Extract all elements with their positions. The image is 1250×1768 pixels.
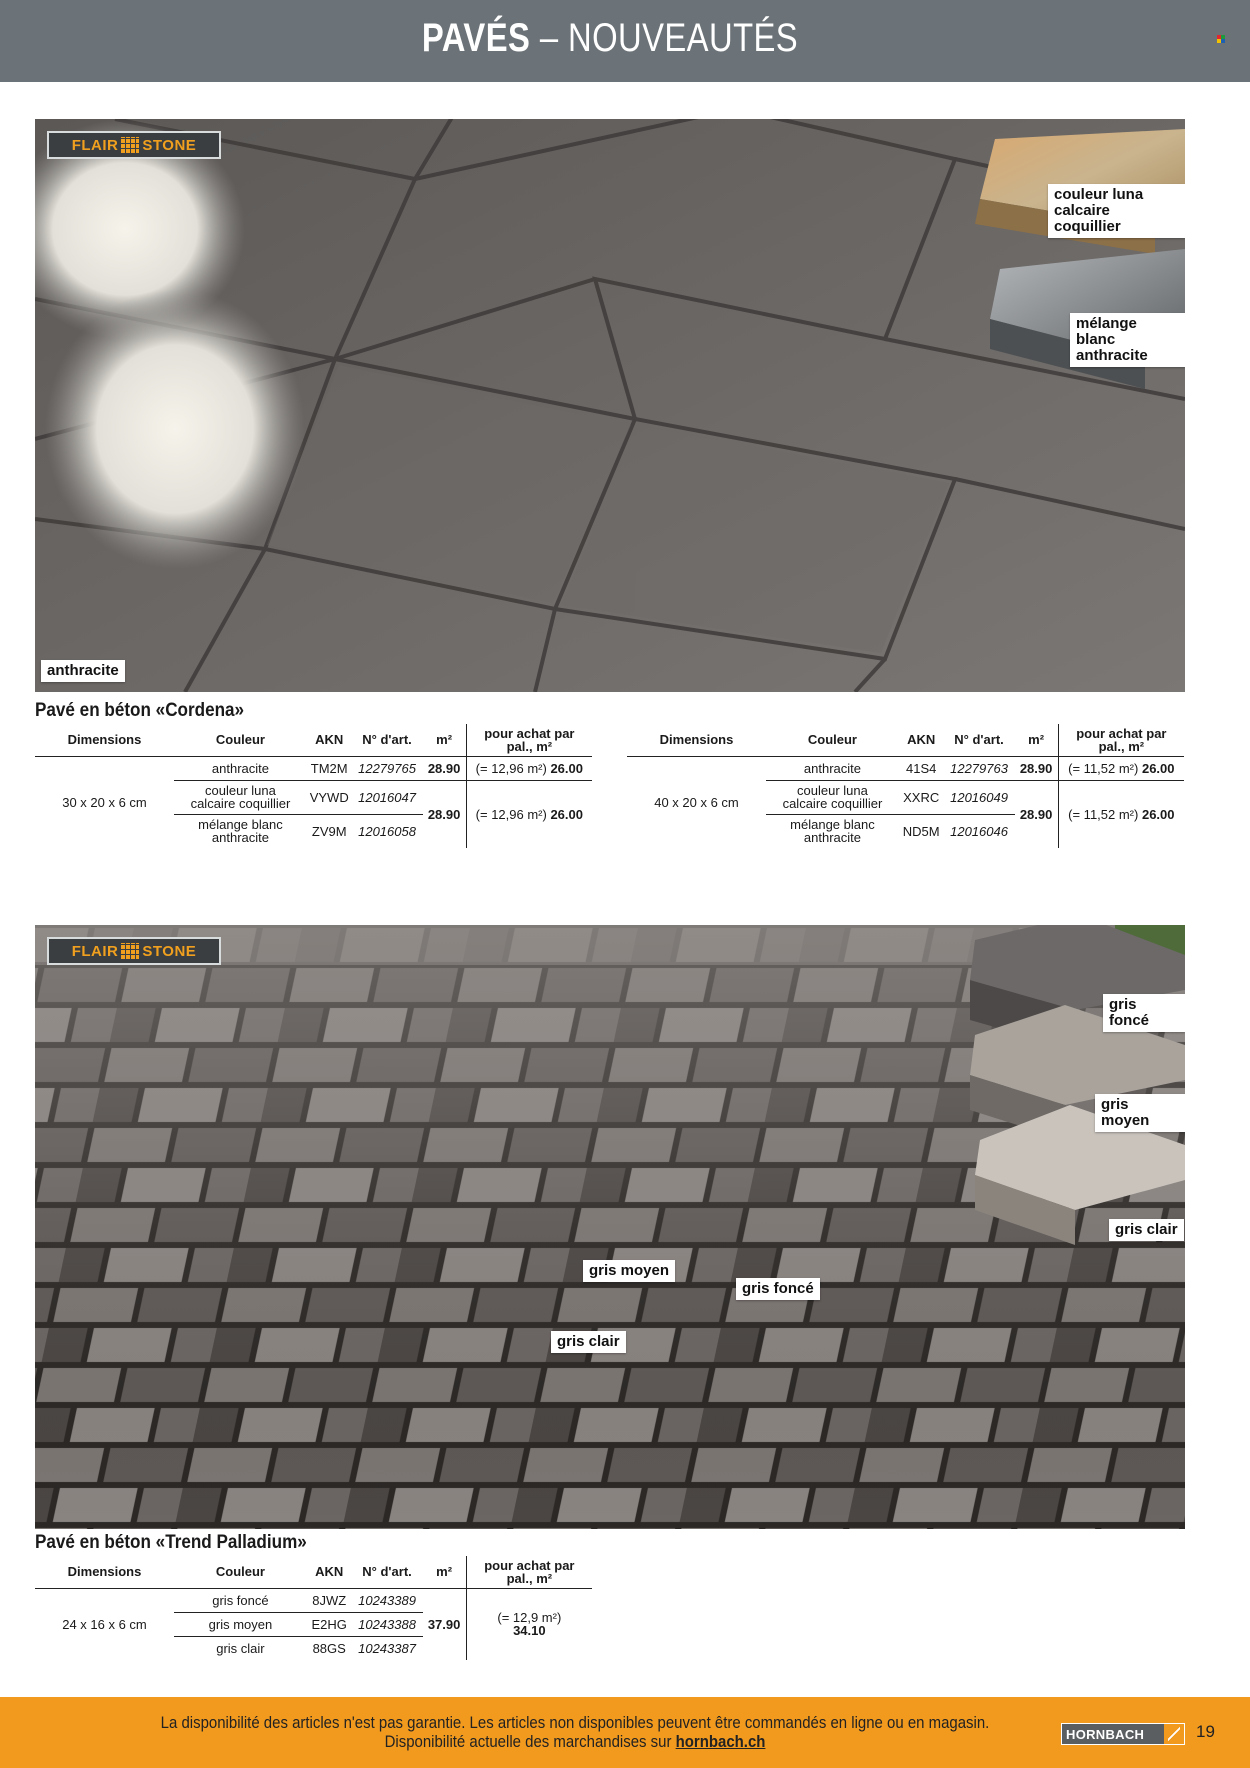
availability-line2	[157, 1732, 993, 1751]
m2-price: 28.90	[423, 756, 467, 780]
brand-left: FLAIR	[71, 136, 119, 154]
couleur-l2: calcaire coquillier	[782, 796, 883, 811]
couleur-cell: gris foncé	[174, 1588, 307, 1612]
col-pal	[466, 1556, 592, 1588]
m2-price: 37.90	[427, 1616, 461, 1632]
col-dimensions: Dimensions	[35, 1556, 174, 1588]
label-melange-blanc	[1070, 313, 1185, 367]
cordena-title: Pavé en béton «Cordena»	[35, 700, 245, 721]
col-dimensions: Dimensions	[627, 724, 766, 756]
availability-notice	[157, 1713, 993, 1751]
couleur-l1: couleur luna	[205, 783, 276, 798]
pal-price-cell	[466, 1588, 592, 1660]
akn-cell: 8JWZ	[307, 1588, 352, 1612]
col-pal-l2: pal., m²	[506, 1570, 553, 1586]
couleur-l1: mélange blanc	[198, 817, 283, 833]
hornbach-link[interactable]: hornbach.ch	[675, 1732, 766, 1751]
pal-price: 26.00	[550, 806, 583, 822]
akn-cell: ND5M	[902, 823, 940, 839]
page-title-bold: PAVÉS	[421, 16, 531, 60]
art-cell: 12279765	[352, 756, 423, 780]
brand-grid-icon	[121, 943, 139, 959]
brand-left: FLAIR	[71, 942, 119, 960]
pal-prefix: (= 11,52 m²)	[1068, 760, 1139, 776]
table-header-row	[627, 724, 1184, 756]
cordena-table-30x20	[35, 724, 592, 848]
couleur-cell	[766, 780, 899, 814]
pal-prefix: (= 12,96 m²)	[475, 760, 547, 776]
col-m2: m²	[1015, 724, 1059, 756]
pal-price-cell	[1058, 756, 1184, 780]
col-couleur: Couleur	[766, 724, 899, 756]
art-cell: 12016049	[944, 780, 1015, 814]
pal-price: 26.00	[550, 760, 583, 776]
table-header-row	[35, 1556, 592, 1588]
pal-prefix: (= 11,52 m²)	[1068, 806, 1139, 822]
art-cell: 12016046	[950, 823, 1008, 839]
hornbach-logo-text: HORNBACH	[1066, 1726, 1145, 1742]
pal-prefix: (= 12,96 m²)	[475, 806, 547, 822]
cordena-table-40x20	[627, 724, 1184, 848]
couleur-cell: anthracite	[766, 756, 899, 780]
art-cell: 12016058	[358, 823, 416, 839]
akn-cell: TM2M	[307, 756, 352, 780]
art-cell: 10243387	[358, 1640, 416, 1656]
pal-price-cell	[466, 756, 592, 780]
couleur-l2: calcaire coquillier	[190, 796, 291, 811]
akn-cell: E2HG	[307, 1612, 352, 1636]
akn-cell: XXRC	[899, 780, 944, 814]
col-akn: AKN	[307, 724, 352, 756]
cordena-paving-illustration	[35, 119, 1185, 692]
table-row	[627, 756, 1184, 780]
couleur-l1: couleur luna	[797, 783, 868, 798]
akn-cell: 88GS	[312, 1640, 346, 1656]
palladium-table	[35, 1556, 592, 1660]
brand-right: STONE	[142, 942, 197, 960]
page-title-rest: – NOUVEAUTÉS	[530, 16, 799, 60]
couleur-cell	[174, 780, 307, 814]
col-art: N° d'art.	[944, 724, 1015, 756]
availability-line1: La disponibilité des articles n'est pas garantie. Les articles non disponibles peuvent être commandés en ligne ou en magasin.	[160, 1713, 990, 1732]
hornbach-logo	[1061, 1723, 1185, 1745]
label-gris-moyen-floor: gris moyen	[583, 1260, 675, 1282]
cordena-photo	[35, 119, 1185, 692]
col-m2: m²	[423, 724, 467, 756]
m2-price: 28.90	[1019, 806, 1053, 822]
label-anthracite: anthracite	[41, 660, 125, 682]
table-header-row	[35, 724, 592, 756]
col-akn: AKN	[899, 724, 944, 756]
col-pal	[466, 724, 592, 756]
couleur-cell: gris moyen	[174, 1612, 307, 1636]
col-art: N° d'art.	[352, 1556, 423, 1588]
m2-price: 28.90	[1015, 756, 1059, 780]
label-gris-moyen-sample: gris moyen	[1095, 1094, 1185, 1132]
palladium-photo	[35, 925, 1185, 1529]
col-m2: m²	[423, 1556, 467, 1588]
couleur-l2: anthracite	[803, 830, 861, 846]
col-pal	[1058, 724, 1184, 756]
label-gris-clair-floor: gris clair	[551, 1331, 626, 1353]
brand-right: STONE	[142, 136, 197, 154]
palladium-title: Pavé en béton «Trend Palladium»	[35, 1532, 307, 1553]
table-row	[35, 1588, 592, 1612]
couleur-cell	[766, 814, 899, 848]
label-gris-fonce-floor: gris foncé	[736, 1278, 820, 1300]
col-pal-l2: pal., m²	[1098, 738, 1145, 754]
couleur-l2: anthracite	[211, 830, 269, 846]
page-title	[110, 16, 1110, 61]
col-couleur: Couleur	[174, 724, 307, 756]
pal-prefix: (= 12,9 m²)	[497, 1610, 562, 1626]
brand-grid-icon	[121, 137, 139, 153]
palladium-paving-illustration	[35, 925, 1185, 1529]
pal-price: 26.00	[1141, 806, 1175, 822]
art-cell: 12279763	[944, 756, 1015, 780]
col-pal-l1: pour achat par	[484, 1557, 575, 1573]
couleur-cell: anthracite	[174, 756, 307, 780]
pal-price: 26.00	[1141, 760, 1175, 776]
col-pal-l2: pal., m²	[506, 738, 553, 754]
hornbach-logo-icon	[1164, 1724, 1184, 1744]
m2-price: 28.90	[427, 806, 461, 822]
color-registration-mark	[1217, 35, 1225, 43]
akn-cell: ZV9M	[311, 823, 347, 839]
label-gris-fonce-sample: gris foncé	[1103, 994, 1185, 1032]
col-pal-l1: pour achat par	[1076, 725, 1167, 741]
label-line: calcaire coquillier	[1054, 202, 1121, 235]
dimensions-cell: 30 x 20 x 6 cm	[62, 794, 147, 810]
page-header	[0, 0, 1250, 82]
label-gris-clair-sample: gris clair	[1109, 1219, 1184, 1241]
col-pal-l1: pour achat par	[484, 725, 575, 741]
couleur-cell: gris clair	[216, 1640, 265, 1656]
col-dimensions: Dimensions	[35, 724, 174, 756]
pal-price-cell	[1058, 780, 1184, 848]
label-couleur-luna	[1048, 184, 1185, 238]
dimensions-cell: 40 x 20 x 6 cm	[654, 794, 739, 810]
akn-cell: VYWD	[307, 780, 352, 814]
page-number: 19	[1196, 1722, 1215, 1741]
col-couleur: Couleur	[174, 1556, 307, 1588]
couleur-l1: mélange blanc	[790, 817, 875, 833]
art-cell: 10243388	[352, 1612, 423, 1636]
pal-price-cell	[466, 780, 592, 848]
label-line: anthracite	[1076, 347, 1148, 364]
pal-price: 34.10	[513, 1623, 546, 1639]
availability-line2-prefix: Disponibilité actuelle des marchandises sur	[384, 1732, 676, 1751]
label-line: couleur luna	[1054, 186, 1144, 203]
flairstone-logo	[47, 131, 221, 159]
akn-cell: 41S4	[899, 756, 944, 780]
flairstone-logo	[47, 937, 221, 965]
art-cell: 10243389	[352, 1588, 423, 1612]
table-row	[35, 756, 592, 780]
dimensions-cell: 24 x 16 x 6 cm	[62, 1616, 147, 1632]
couleur-cell	[174, 814, 307, 848]
art-cell: 12016047	[352, 780, 423, 814]
label-line: mélange blanc	[1076, 315, 1137, 348]
col-akn: AKN	[307, 1556, 352, 1588]
col-art: N° d'art.	[352, 724, 423, 756]
